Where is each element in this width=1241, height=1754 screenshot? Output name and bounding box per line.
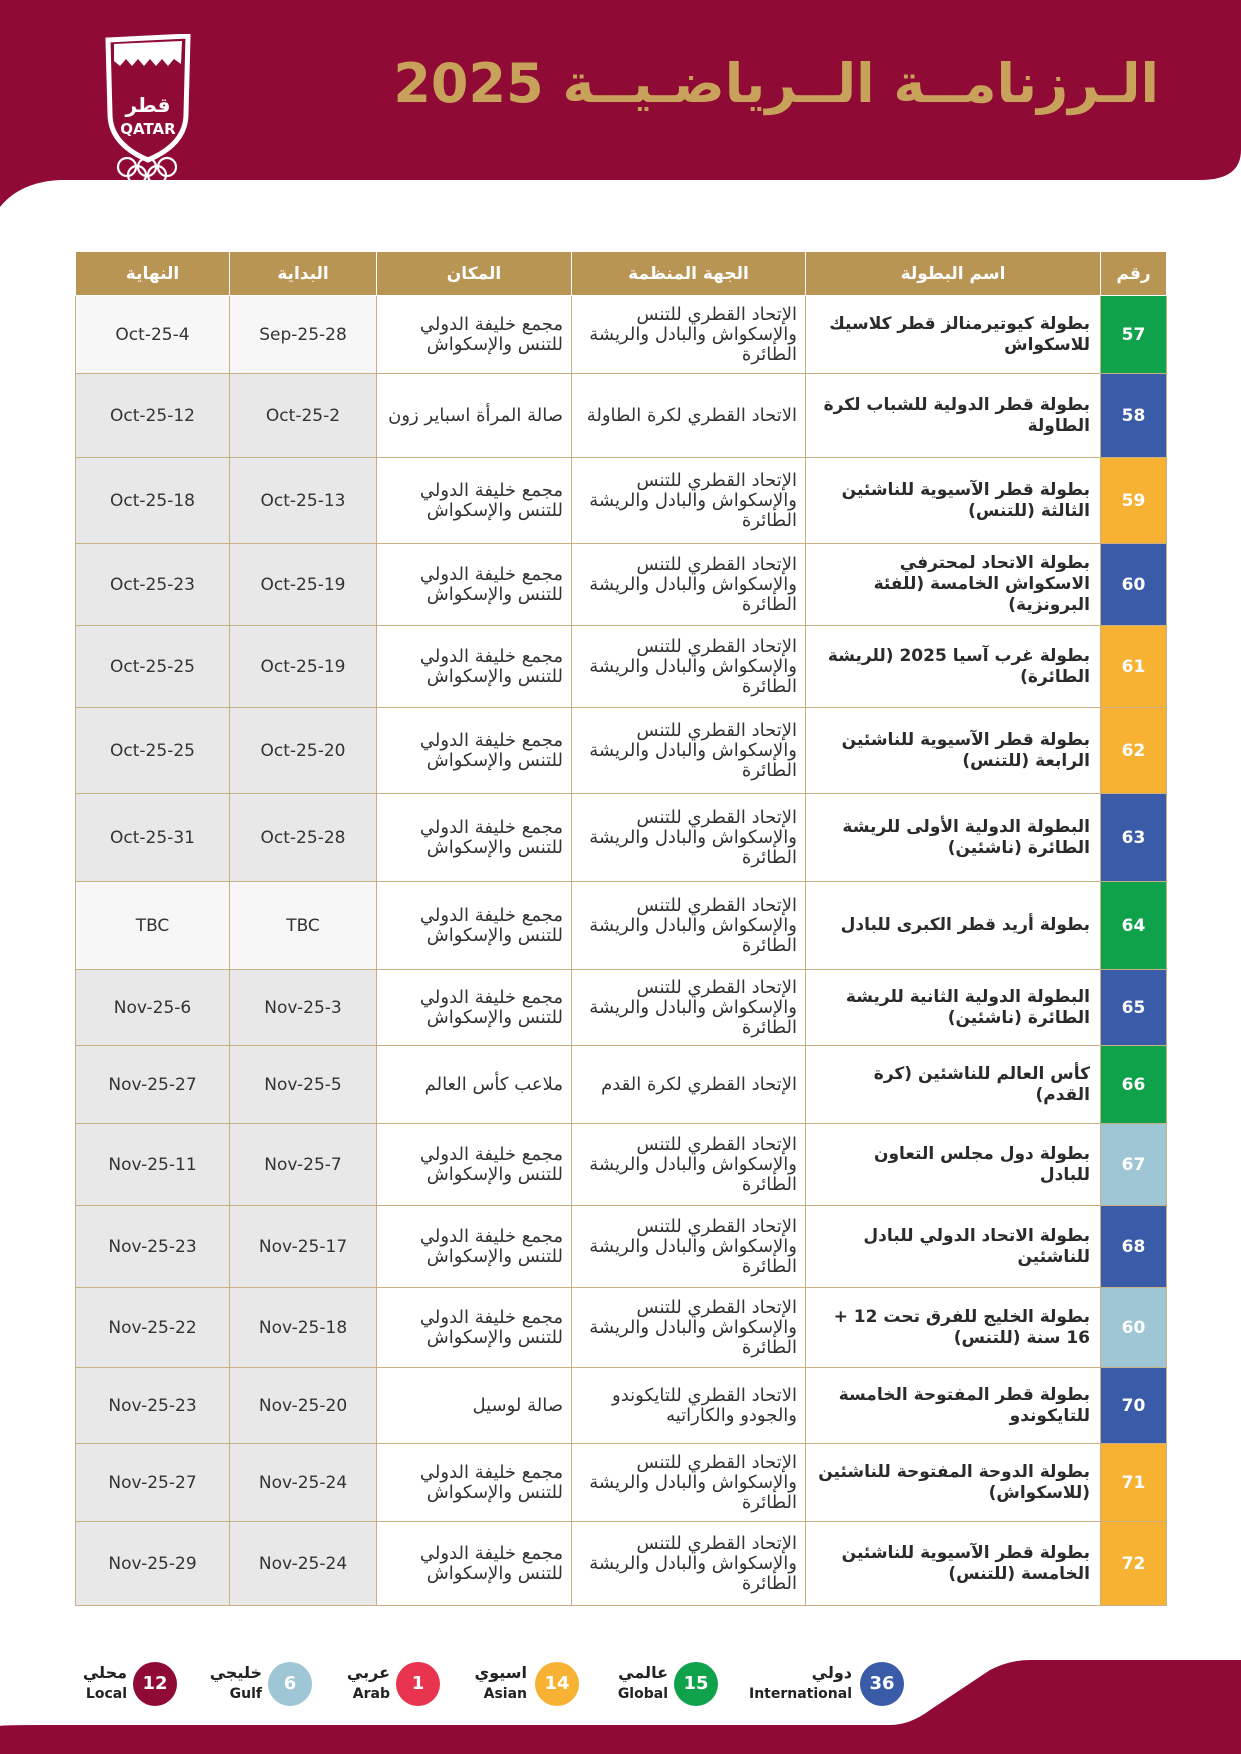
cell-organizer: الإتحاد القطري للتنس والإسكواش والبادل والريشة الطائرة [572,1288,806,1368]
cell-start-date: 13-Oct-25 [230,458,377,544]
legend-count-badge: 1 [396,1662,440,1706]
cell-start-date: 18-Nov-25 [230,1288,377,1368]
legend-label-ar: دولي [811,1663,852,1682]
cell-event-name: بطولة قطر الدولية للشباب لكرة الطاولة [806,374,1101,458]
cell-end-date: 27-Nov-25 [76,1046,230,1124]
cell-event-name: بطولة أريد قطر الكبرى للبادل [806,882,1101,970]
cell-start-date: 2-Oct-25 [230,374,377,458]
legend-label-en: Arab [352,1686,390,1702]
legend-label-ar: خليجي [209,1663,262,1682]
cell-num: 67 [1101,1124,1167,1206]
cell-event-name: بطولة الاتحاد لمحترفي الاسكواش الخامسة (للفئة البرونزية) [806,544,1101,626]
table-row [76,794,1167,882]
cell-venue: مجمع خليفة الدولي للتنس والإسكواش [377,1124,572,1206]
cell-organizer: الإتحاد القطري للتنس والإسكواش والبادل والريشة الطائرة [572,1522,806,1606]
header-num: رقم [1101,252,1167,296]
table-row [76,1288,1167,1368]
cell-event-name: بطولة كيوتيرمنالز قطر كلاسيك للاسكواش [806,296,1101,374]
cell-venue: مجمع خليفة الدولي للتنس والإسكواش [377,1288,572,1368]
cell-organizer: الإتحاد القطري للتنس والإسكواش والبادل والريشة الطائرة [572,544,806,626]
table-row [76,708,1167,794]
svg-text:قطر: قطر [125,93,171,117]
header-name: اسم البطولة [806,252,1101,296]
table-row [76,374,1167,458]
table-row [76,970,1167,1046]
qatar-olympic-logo [100,34,196,184]
legend-count-badge: 12 [133,1662,177,1706]
cell-organizer: الإتحاد القطري للتنس والإسكواش والبادل والريشة الطائرة [572,296,806,374]
legend-label-ar: اسيوي [474,1663,527,1682]
cell-event-name: بطولة الاتحاد الدولي للبادل للناشئين [806,1206,1101,1288]
cell-event-name: بطولة غرب آسيا 2025 (للريشة الطائرة) [806,626,1101,708]
header-org: الجهة المنظمة [572,252,806,296]
cell-start-date: 5-Nov-25 [230,1046,377,1124]
cell-end-date: 4-Oct-25 [76,296,230,374]
cell-end-date: 12-Oct-25 [76,374,230,458]
cell-event-name: بطولة قطر الآسيوية للناشئين الثالثة (للتنس) [806,458,1101,544]
cell-num: 61 [1101,626,1167,708]
header-venue: المكان [377,252,572,296]
cell-num: 70 [1101,1368,1167,1444]
cell-venue: مجمع خليفة الدولي للتنس والإسكواش [377,1444,572,1522]
cell-num: 60 [1101,1288,1167,1368]
legend-count-badge: 14 [535,1662,579,1706]
table-row [76,626,1167,708]
cell-event-name: بطولة الدوحة المفتوحة للناشئين (للاسكواش) [806,1444,1101,1522]
cell-start-date: 24-Nov-25 [230,1444,377,1522]
legend-count-badge: 6 [268,1662,312,1706]
cell-event-name: بطولة قطر المفتوحة الخامسة للتايكوندو [806,1368,1101,1444]
cell-num: 58 [1101,374,1167,458]
legend-count-badge: 36 [860,1662,904,1706]
cell-organizer: الإتحاد القطري للتنس والإسكواش والبادل والريشة الطائرة [572,1444,806,1522]
cell-organizer: الاتحاد القطري لكرة الطاولة [572,374,806,458]
cell-end-date: 31-Oct-25 [76,794,230,882]
table-row [76,296,1167,374]
cell-end-date: 18-Oct-25 [76,458,230,544]
cell-organizer: الإتحاد القطري للتنس والإسكواش والبادل والريشة الطائرة [572,1206,806,1288]
cell-end-date: 25-Oct-25 [76,626,230,708]
table-row [76,1522,1167,1606]
cell-end-date: 27-Nov-25 [76,1444,230,1522]
cell-num: 71 [1101,1444,1167,1522]
cell-num: 64 [1101,882,1167,970]
cell-organizer: الإتحاد القطري للتنس والإسكواش والبادل والريشة الطائرة [572,458,806,544]
qatar-shield-icon [100,34,196,184]
header-start: البداية [230,252,377,296]
table-row [76,1124,1167,1206]
cell-event-name: بطولة قطر الآسيوية للناشئين الخامسة (للتنس) [806,1522,1101,1606]
cell-organizer: الإتحاد القطري للتنس والإسكواش والبادل والريشة الطائرة [572,794,806,882]
table-row [76,1368,1167,1444]
cell-venue: مجمع خليفة الدولي للتنس والإسكواش [377,794,572,882]
cell-start-date: 19-Oct-25 [230,626,377,708]
cell-end-date: 11-Nov-25 [76,1124,230,1206]
cell-num: 66 [1101,1046,1167,1124]
cell-venue: ملاعب كأس العالم [377,1046,572,1124]
cell-start-date: 7-Nov-25 [230,1124,377,1206]
cell-end-date: 29-Nov-25 [76,1522,230,1606]
legend-label-ar: محلي [82,1663,127,1682]
cell-num: 72 [1101,1522,1167,1606]
cell-venue: مجمع خليفة الدولي للتنس والإسكواش [377,544,572,626]
cell-organizer: الإتحاد القطري للتنس والإسكواش والبادل والريشة الطائرة [572,882,806,970]
cell-event-name: البطولة الدولية الثانية للريشة الطائرة (ناشئين) [806,970,1101,1046]
cell-end-date: 23-Nov-25 [76,1368,230,1444]
page-header [0,0,1241,207]
cell-venue: صالة لوسيل [377,1368,572,1444]
cell-event-name: بطولة الخليج للفرق تحت 12 + 16 سنة (للتنس) [806,1288,1101,1368]
cell-end-date: 25-Oct-25 [76,708,230,794]
table-row [76,1046,1167,1124]
cell-start-date: 28-Sep-25 [230,296,377,374]
cell-end-date: 23-Nov-25 [76,1206,230,1288]
cell-organizer: الإتحاد القطري لكرة القدم [572,1046,806,1124]
cell-venue: مجمع خليفة الدولي للتنس والإسكواش [377,626,572,708]
cell-organizer: الاتحاد القطري للتايكوندو والجودو والكاراتيه [572,1368,806,1444]
cell-num: 68 [1101,1206,1167,1288]
legend-label-en: International [748,1686,852,1702]
cell-start-date: 17-Nov-25 [230,1206,377,1288]
cell-venue: مجمع خليفة الدولي للتنس والإسكواش [377,1522,572,1606]
cell-event-name: كأس العالم للناشئين (كرة القدم) [806,1046,1101,1124]
cell-venue: صالة المرأة اسباير زون [377,374,572,458]
svg-text:QATAR: QATAR [120,120,176,138]
cell-venue: مجمع خليفة الدولي للتنس والإسكواش [377,458,572,544]
table-row [76,458,1167,544]
legend-label-en: Asian [483,1686,527,1702]
cell-organizer: الإتحاد القطري للتنس والإسكواش والبادل والريشة الطائرة [572,708,806,794]
cell-num: 57 [1101,296,1167,374]
cell-num: 63 [1101,794,1167,882]
cell-start-date: 20-Nov-25 [230,1368,377,1444]
cell-start-date: 19-Oct-25 [230,544,377,626]
cell-venue: مجمع خليفة الدولي للتنس والإسكواش [377,708,572,794]
cell-num: 62 [1101,708,1167,794]
legend-label-ar: عالمي [618,1663,668,1682]
cell-event-name: البطولة الدولية الأولى للريشة الطائرة (ناشئين) [806,794,1101,882]
legend-label-ar: عربي [346,1663,390,1682]
cell-venue: مجمع خليفة الدولي للتنس والإسكواش [377,970,572,1046]
cell-end-date: 23-Oct-25 [76,544,230,626]
cell-event-name: بطولة قطر الآسيوية للناشئين الرابعة (للتنس) [806,708,1101,794]
cell-venue: مجمع خليفة الدولي للتنس والإسكواش [377,882,572,970]
cell-end-date: 22-Nov-25 [76,1288,230,1368]
legend-label-en: Local [85,1686,127,1702]
table-header-row [76,252,1167,296]
cell-start-date: 3-Nov-25 [230,970,377,1046]
table-row [76,1206,1167,1288]
cell-venue: مجمع خليفة الدولي للتنس والإسكواش [377,296,572,374]
cell-end-date: 6-Nov-25 [76,970,230,1046]
cell-organizer: الإتحاد القطري للتنس والإسكواش والبادل والريشة الطائرة [572,1124,806,1206]
header-end: النهاية [76,252,230,296]
cell-num: 59 [1101,458,1167,544]
cell-start-date: 20-Oct-25 [230,708,377,794]
page-title: الـرزنامــة الــرياضـيــة 2025 [393,52,1159,115]
legend-count-badge: 15 [674,1662,718,1706]
cell-start-date: 24-Nov-25 [230,1522,377,1606]
cell-organizer: الإتحاد القطري للتنس والإسكواش والبادل والريشة الطائرة [572,970,806,1046]
cell-venue: مجمع خليفة الدولي للتنس والإسكواش [377,1206,572,1288]
table-row [76,1444,1167,1522]
table-row [76,882,1167,970]
events-table [75,251,1166,1606]
legend-label-en: Global [617,1686,668,1702]
cell-num: 60 [1101,544,1167,626]
legend-label-en: Gulf [229,1686,262,1702]
cell-start-date: TBC [230,882,377,970]
cell-num: 65 [1101,970,1167,1046]
table-row [76,544,1167,626]
cell-start-date: 28-Oct-25 [230,794,377,882]
cell-event-name: بطولة دول مجلس التعاون للبادل [806,1124,1101,1206]
cell-end-date: TBC [76,882,230,970]
cell-organizer: الإتحاد القطري للتنس والإسكواش والبادل والريشة الطائرة [572,626,806,708]
